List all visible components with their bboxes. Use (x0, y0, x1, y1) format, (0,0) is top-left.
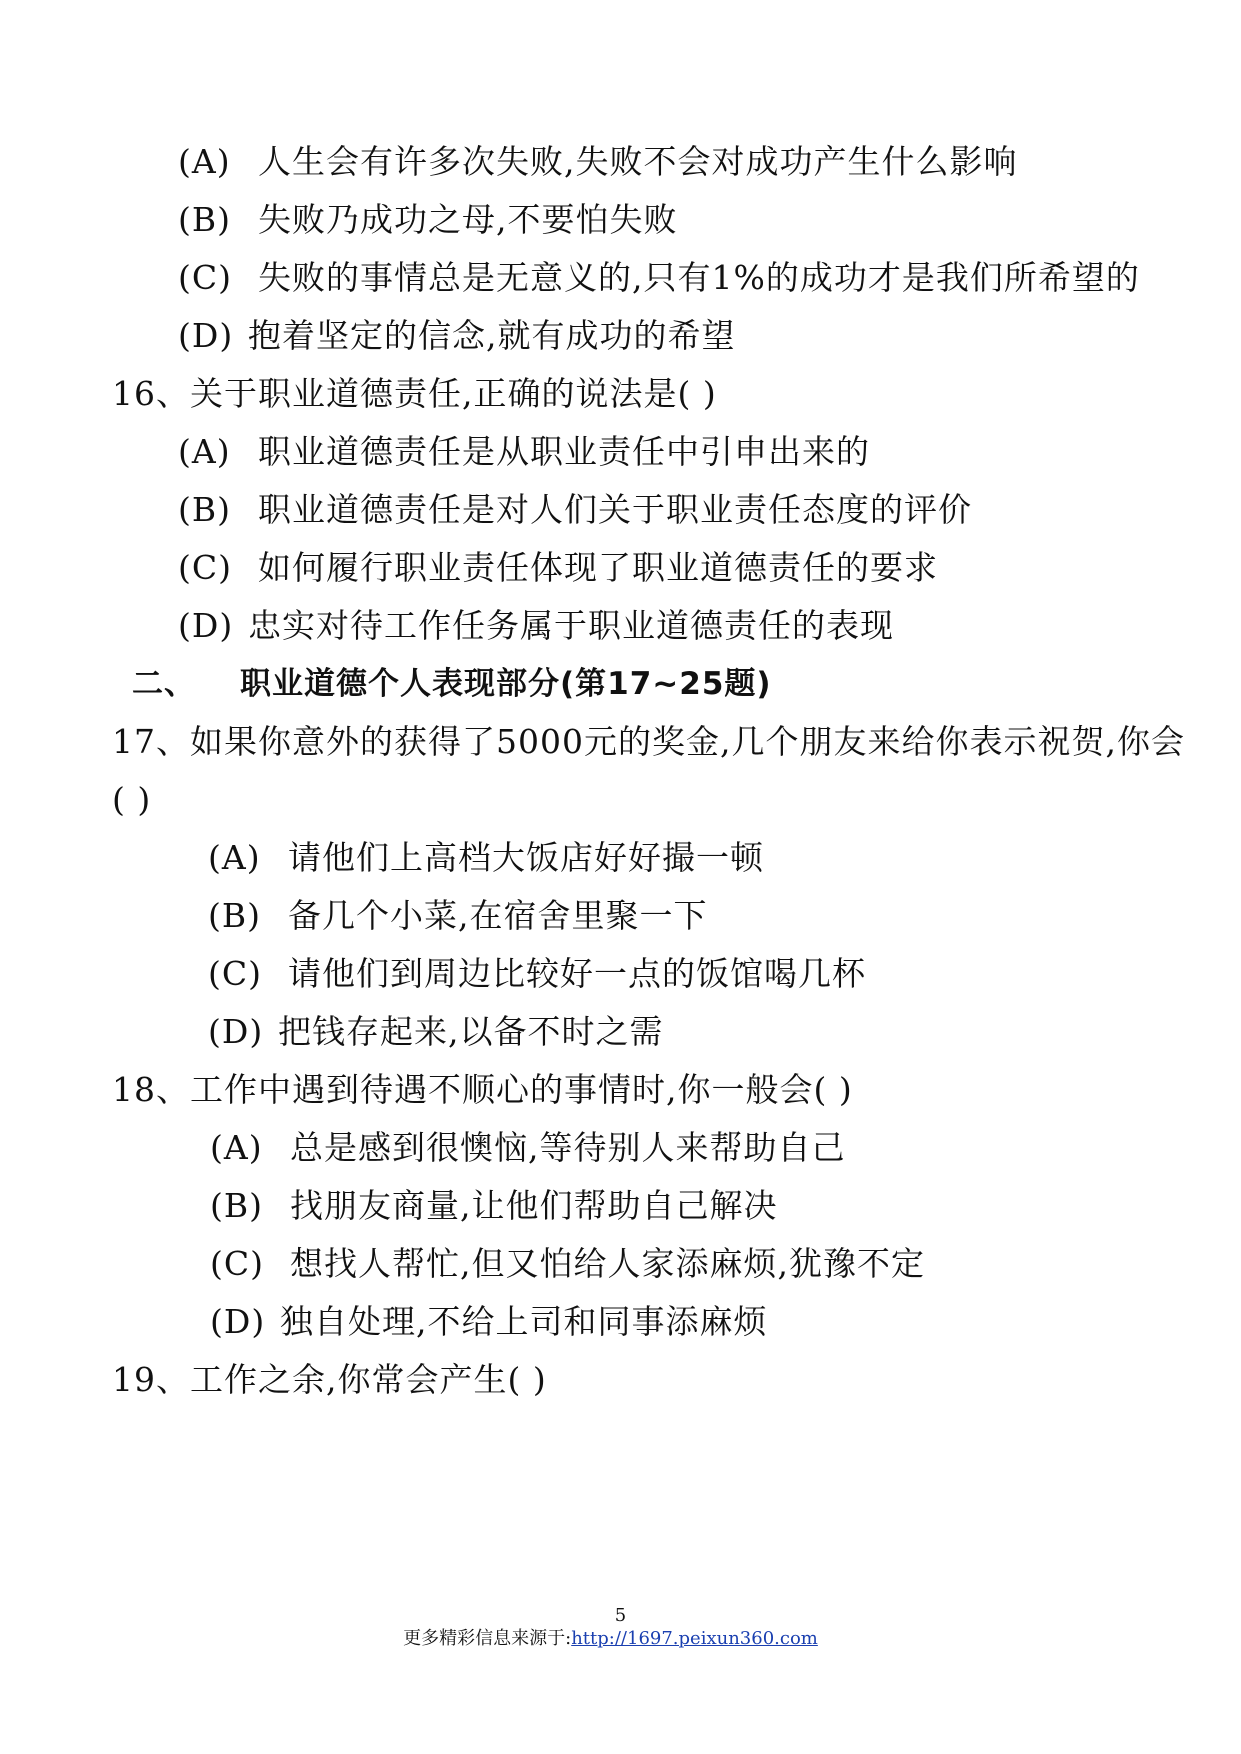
section-title: 职业道德个人表现部分(第17~25题) (240, 666, 772, 702)
q18-option-b: (B) 找朋友商量,让他们帮助自己解决 (210, 1186, 778, 1225)
q17-option-c: (C) 请他们到周边比较好一点的饭馆喝几杯 (208, 954, 866, 993)
q18-option-c: (C) 想找人帮忙,但又怕给人家添麻烦,犹豫不定 (210, 1244, 925, 1283)
footer-source (0, 1628, 1231, 1650)
q17-answer-blank: ( ) (112, 780, 152, 819)
q16-option-c: (C) 如何履行职业责任体现了职业道德责任的要求 (178, 548, 938, 587)
q19-question: 19、工作之余,你常会产生( ) (112, 1360, 547, 1399)
q17-option-d: (D) 把钱存起来,以备不时之需 (208, 1012, 664, 1051)
section-number: 二、 (132, 666, 196, 702)
q16-question: 16、关于职业道德责任,正确的说法是( ) (112, 374, 717, 413)
q15-option-d: (D) 抱着坚定的信念,就有成功的希望 (178, 316, 736, 355)
q18-option-d: (D) 独自处理,不给上司和同事添麻烦 (210, 1302, 768, 1341)
q15-option-c: (C) 失败的事情总是无意义的,只有1%的成功才是我们所希望的 (178, 258, 1140, 297)
q18-option-a: (A) 总是感到很懊恼,等待别人来帮助自己 (210, 1128, 846, 1167)
section-heading (132, 664, 772, 704)
q15-option-a: (A) 人生会有许多次失败,失败不会对成功产生什么影响 (178, 142, 1018, 181)
q16-option-a: (A) 职业道德责任是从职业责任中引申出来的 (178, 432, 870, 471)
footer-source-link[interactable]: http://1697.peixun360.com (571, 1628, 818, 1649)
q18-question: 18、工作中遇到待遇不顺心的事情时,你一般会( ) (112, 1070, 853, 1109)
q17-question: 17、如果你意外的获得了5000元的奖金,几个朋友来给你表示祝贺,你会 (112, 722, 1185, 761)
q15-option-b: (B) 失败乃成功之母,不要怕失败 (178, 200, 678, 239)
q17-option-a: (A) 请他们上高档大饭店好好撮一顿 (208, 838, 764, 877)
q16-option-b: (B) 职业道德责任是对人们关于职业责任态度的评价 (178, 490, 972, 529)
footer-source-label: 更多精彩信息来源于: (403, 1628, 572, 1649)
page-number: 5 (614, 1605, 627, 1626)
q17-option-b: (B) 备几个小菜,在宿舍里聚一下 (208, 896, 708, 935)
q16-option-d: (D) 忠实对待工作任务属于职业道德责任的表现 (178, 606, 894, 645)
